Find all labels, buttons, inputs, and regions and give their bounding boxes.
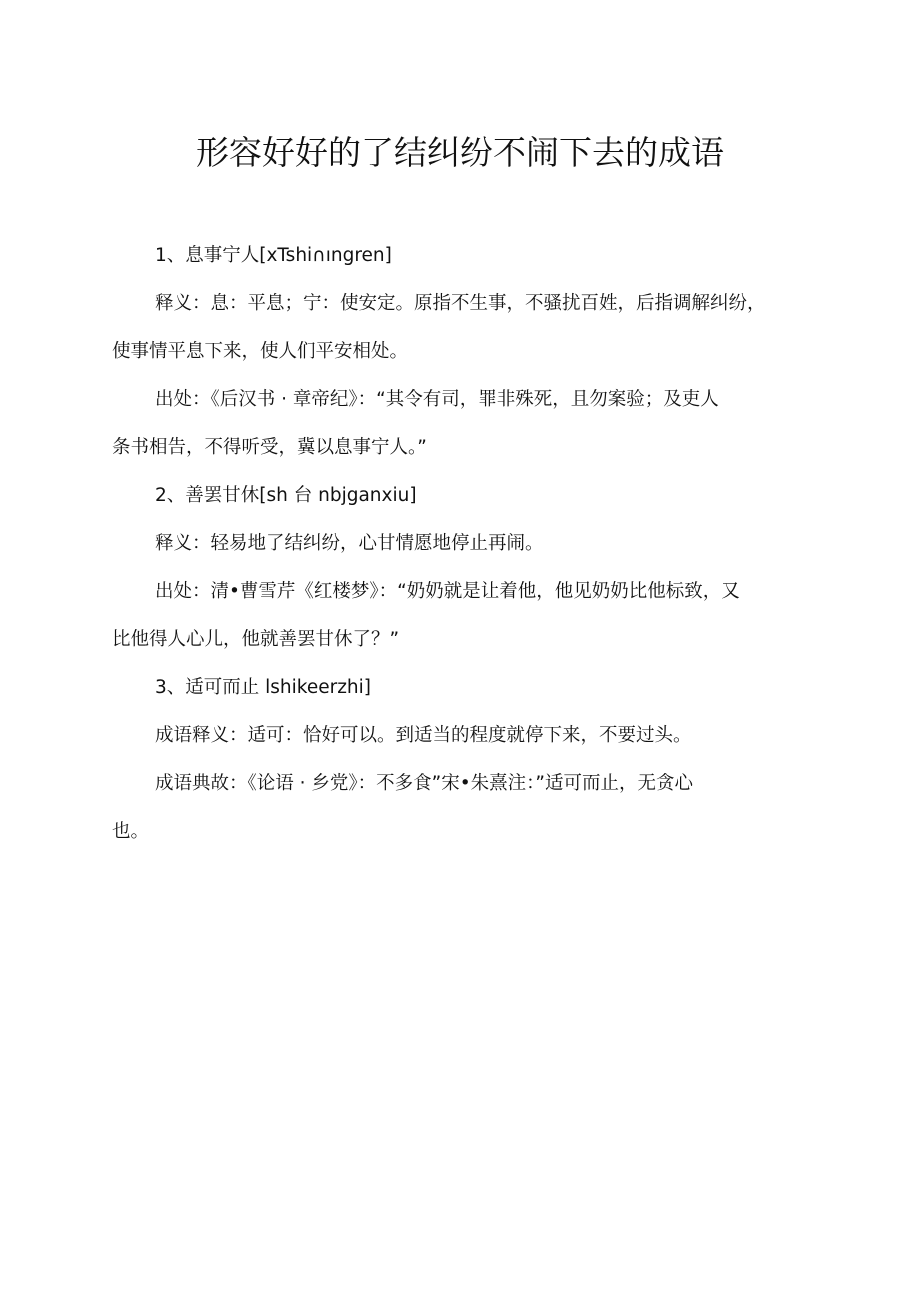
entry-definition-continued: 使事情平息下来，使人们平安相处。 bbox=[112, 341, 409, 362]
entry-source: 出处：《后汉书 · 章帝纪》：“其令有司，罪非殊死，且勿案验；及吏人 bbox=[155, 389, 719, 410]
page-title: 形容好好的了结纠纷不闹下去的成语 bbox=[196, 133, 724, 172]
entry-definition: 释义：轻易地了结纠纷，心甘情愿地停止再闹。 bbox=[155, 533, 544, 554]
entry-definition: 释义：息：平息；宁：使安定。原指不生事，不骚扰百姓，后指调解纠纷， bbox=[155, 293, 766, 314]
entry-heading: 2、善罢甘休[sh 台 nbjganxiu] bbox=[155, 485, 417, 506]
entry-source-continued: 也。 bbox=[112, 821, 150, 842]
entry-definition: 成语释义：适可：恰好可以。到适当的程度就停下来，不要过头。 bbox=[155, 725, 692, 746]
entry-source: 出处：清•曹雪芹《红楼梦》：“奶奶就是让着他，他见奶奶比他标致，又 bbox=[155, 581, 740, 602]
entry-heading: 1、息事宁人[xTshi∩ıngren] bbox=[155, 245, 392, 266]
entry-source: 成语典故：《论语 · 乡党》：不多食”宋•朱熹注：”适可而止，无贪心 bbox=[155, 773, 693, 794]
entry-source-continued: 比他得人心儿，他就善罢甘休了？” bbox=[112, 629, 400, 650]
entry-heading: 3、适可而止 lshikeerzhi] bbox=[155, 677, 372, 698]
entry-source-continued: 条书相告，不得听受，冀以息事宁人。” bbox=[112, 437, 427, 458]
